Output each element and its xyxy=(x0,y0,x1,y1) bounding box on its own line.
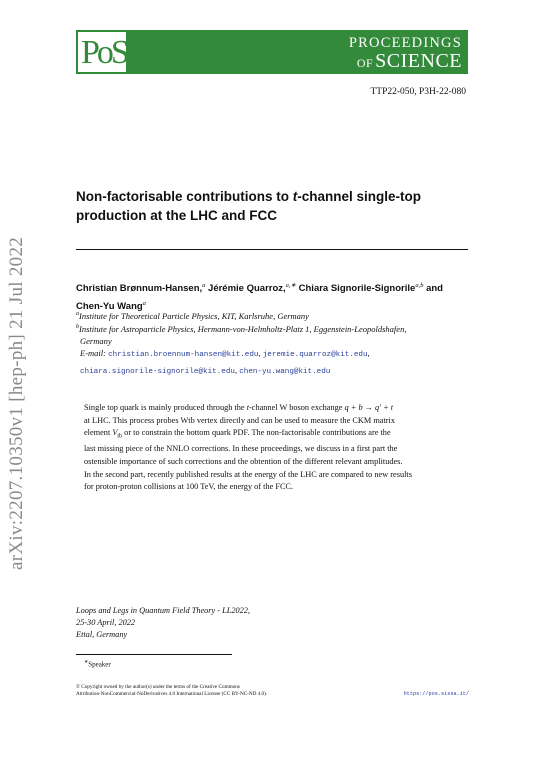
author: Christian Brønnum-Hansen, xyxy=(76,283,203,295)
footnote: ∗Speaker xyxy=(84,660,111,669)
title-rule xyxy=(76,249,468,250)
author: Jérémie Quarroz, xyxy=(208,283,286,295)
abstract: Single top quark is mainly produced through the t-channel W boson exchange q + b → q′ + t at LHC. This process probes Wtb vertex directly and can be used to measure the CKM matrix element $V_{tb}$ or to constrain the bottom quark PDF. The non-factorisable contributions are the last missing piece of the NNLO corrections. In these proceedings, we discuss in a first part the ostensible importance of such corrections and the obtention of the different relevant amplitudes. In the second part, recently published results at the energy of the LHC are compared to new results for proton-proton collisions at 100 TeV, the energy of the FCC. xyxy=(84,403,412,492)
pos-url-link[interactable]: https://pos.sissa.it/ xyxy=(403,691,469,697)
footnote-rule xyxy=(76,654,232,655)
logo-of-science: OF SCIENCE xyxy=(356,50,462,72)
copyright-notice: © Copyright owned by the author(s) under the terms of the Creative Commons Attribution-NonCommercial-NoDerivatives 4.0 International License (CC BY-NC-ND 4.0). xyxy=(76,684,268,697)
logo-proceedings: PROCEEDINGS xyxy=(348,35,462,51)
email-block: E-mail: christian.broennum-hansen@kit.edu, jeremie.quarroz@kit.edu, chiara.signorile-signorile@kit.edu, chen-yu.wang@kit.edu xyxy=(80,348,370,376)
email-link[interactable]: jeremie.quarroz@kit.edu xyxy=(262,351,368,359)
arxiv-identifier: arXiv:2207.10350v1 [hep-ph] 21 Jul 2022 xyxy=(6,236,27,570)
author: Chiara Signorile-Signorile xyxy=(298,283,416,295)
pos-logo-mark xyxy=(76,30,128,74)
pos-logo-text: PoS xyxy=(81,34,127,71)
paper-title: Non-factorisable contributions to t-channel single-top production at the LHC and FCC xyxy=(76,189,422,223)
pos-logo xyxy=(76,30,468,74)
email-link[interactable]: christian.broennum-hansen@kit.edu xyxy=(108,351,259,359)
author-list: Christian Brønnum-Hansen,$^a$ Jérémie Quarroz,$^{a,∗}$ Chiara Signorile-Signorile$^{a,b}$ and Chen-Yu Wang$^a$ xyxy=(76,282,443,313)
affiliation-b: $^b$Institute for Astroparticle Physics, Hermann-von-Helmholtz-Platz 1, Eggenstein-Leopoldshafen, Germany xyxy=(76,323,407,346)
email-link[interactable]: chiara.signorile-signorile@kit.edu xyxy=(80,368,235,376)
affiliation-a: $^a$Institute for Theoretical Particle Physics, KIT, Karlsruhe, Germany xyxy=(76,310,309,321)
email-link[interactable]: chen-yu.wang@kit.edu xyxy=(239,368,331,376)
report-number: TTP22-050, P3H-22-080 xyxy=(370,87,466,97)
conference-info: Loops and Legs in Quantum Field Theory - LL2022, 25-30 April, 2022 Ettal, Germany xyxy=(76,606,251,639)
author: Chen-Yu Wang xyxy=(76,301,143,313)
